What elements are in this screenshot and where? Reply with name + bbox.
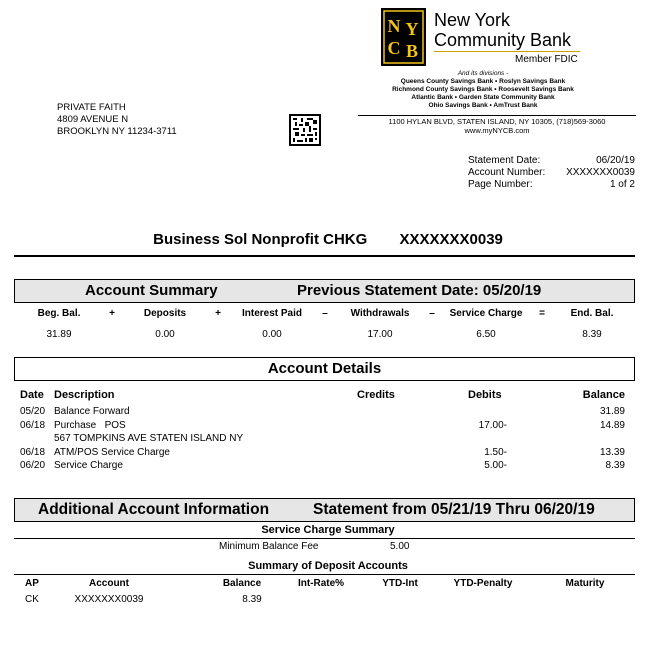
summary-header: Service Charge	[449, 308, 523, 319]
summary-header: Interest Paid	[241, 308, 303, 319]
member-fdic: Member FDIC	[515, 54, 578, 65]
beginning-balance: 31.89	[46, 329, 72, 340]
logo-letter-n: N	[387, 16, 401, 36]
additional-info-bar	[14, 498, 635, 522]
account-title-number: XXXXXXX0039	[399, 231, 503, 248]
deposit-header-ap: AP	[25, 578, 39, 589]
bank-address-block	[358, 115, 636, 135]
deposits-total: 0.00	[155, 329, 175, 340]
details-headers	[0, 389, 656, 403]
division-line: Queens County Savings Bank • Roslyn Savings Bank	[400, 78, 566, 85]
row-date: 06/18	[20, 447, 46, 458]
row-debit: 17.00-	[478, 420, 507, 431]
deposit-account: XXXXXXX0039	[74, 594, 144, 605]
summary-operator: –	[322, 308, 328, 319]
row-description: Service Charge	[54, 460, 123, 471]
bank-name-line2: Community Bank	[434, 30, 572, 50]
account-number: XXXXXXX0039	[566, 167, 635, 178]
row-date: 05/20	[20, 406, 46, 417]
summary-header: Withdrawals	[350, 308, 410, 319]
statement-date-label: Statement Date:	[468, 155, 541, 166]
bank-name-rule	[434, 51, 580, 52]
summary-header: End. Bal.	[570, 308, 614, 319]
withdrawals-total: 17.00	[367, 329, 393, 340]
account-summary-title: Account Summary	[85, 282, 218, 299]
division-line: Ohio Savings Bank • AmTrust Bank	[428, 102, 538, 109]
additional-info-title: Additional Account Information	[38, 501, 270, 518]
statement-period: Statement from 05/21/19 Thru 06/20/19	[313, 501, 595, 518]
bank-divisions	[378, 70, 588, 110]
account-number-label: Account Number:	[468, 167, 546, 178]
row-debit: 1.50-	[484, 447, 507, 458]
division-line: Atlantic Bank • Garden State Community Bank	[411, 94, 555, 101]
deposit-header-balance: Balance	[222, 578, 262, 589]
section-divider	[14, 538, 635, 539]
divisions-intro: And its divisions -	[457, 70, 509, 77]
account-title	[0, 231, 656, 248]
table-row	[0, 594, 656, 608]
logo-letter-y: Y	[405, 19, 419, 39]
page-number: 1 of 2	[609, 179, 635, 190]
row-balance: 8.39	[605, 460, 625, 471]
deposit-accounts-title: Summary of Deposit Accounts	[248, 560, 408, 572]
account-details-title: Account Details	[267, 360, 382, 377]
row-date: 06/18	[20, 420, 46, 431]
bank-website: www.myNYCB.com	[464, 126, 530, 135]
summary-operator: –	[429, 308, 435, 319]
logo-letter-c: C	[387, 38, 401, 58]
deposit-header-account: Account	[89, 578, 129, 589]
previous-statement-date: Previous Statement Date: 05/20/19	[297, 282, 542, 299]
statement-date: 06/20/19	[596, 155, 635, 166]
account-summary-bar	[14, 279, 635, 303]
deposit-header-ytd-int: YTD-Int	[382, 578, 418, 589]
customer-street: 4809 AVENUE N	[57, 114, 129, 125]
division-line: Richmond County Savings Bank • Roosevelt Savings Bank	[392, 86, 574, 93]
details-header-debits: Debits	[468, 389, 502, 401]
row-date: 06/20	[20, 460, 46, 471]
summary-header: Deposits	[143, 308, 187, 319]
row-balance: 14.89	[599, 420, 625, 431]
details-header-description: Description	[54, 389, 115, 401]
service-charge-label: Minimum Balance Fee	[219, 541, 319, 552]
row-balance: 31.89	[599, 406, 625, 417]
service-charge-summary-title: Service Charge Summary	[261, 524, 395, 536]
summary-values	[0, 329, 656, 343]
customer-city: BROOKLYN NY 11234-3711	[57, 126, 177, 137]
details-header-date: Date	[20, 389, 44, 401]
deposit-header-int-rate: Int-Rate%	[297, 578, 345, 589]
deposit-headers	[0, 578, 656, 592]
customer-name: PRIVATE FAITH	[57, 102, 126, 113]
service-charge-total: 6.50	[476, 329, 496, 340]
page-number-label: Page Number:	[468, 179, 533, 190]
statement-meta	[468, 155, 635, 191]
summary-headers	[0, 308, 656, 322]
summary-operator: +	[215, 308, 221, 319]
row-sub-description: 567 TOMPKINS AVE STATEN ISLAND NY	[54, 433, 244, 444]
summary-operator: +	[109, 308, 115, 319]
summary-header: Beg. Bal.	[37, 308, 81, 319]
logo-letter-b: B	[405, 41, 419, 61]
details-header-balance: Balance	[582, 389, 625, 401]
bank-address: 1100 HYLAN BLVD, STATEN ISLAND, NY 10305, (718)569-3060	[388, 117, 606, 126]
account-details-bar	[14, 357, 635, 381]
nycb-logo	[381, 8, 426, 66]
deposit-ap: CK	[25, 594, 39, 605]
interest-paid: 0.00	[262, 329, 282, 340]
title-divider	[14, 255, 635, 257]
postal-barcode-icon	[289, 114, 321, 146]
deposit-header-maturity: Maturity	[565, 578, 605, 589]
row-balance: 13.39	[599, 447, 625, 458]
deposit-balance: 8.39	[242, 594, 262, 605]
row-debit: 5.00-	[484, 460, 507, 471]
service-charge-value: 5.00	[390, 541, 410, 552]
section-divider	[14, 574, 635, 575]
summary-operator: =	[539, 308, 545, 319]
bank-name-line1: New York	[434, 10, 511, 30]
account-product-name: Business Sol Nonprofit CHKG	[153, 231, 368, 248]
customer-address	[57, 102, 177, 138]
ending-balance: 8.39	[582, 329, 602, 340]
row-description: Balance Forward	[54, 406, 130, 417]
deposit-header-ytd-penalty: YTD-Penalty	[453, 578, 513, 589]
row-description: Purchase POS	[54, 420, 126, 431]
details-header-credits: Credits	[357, 389, 395, 401]
row-description: ATM/POS Service Charge	[54, 447, 170, 458]
